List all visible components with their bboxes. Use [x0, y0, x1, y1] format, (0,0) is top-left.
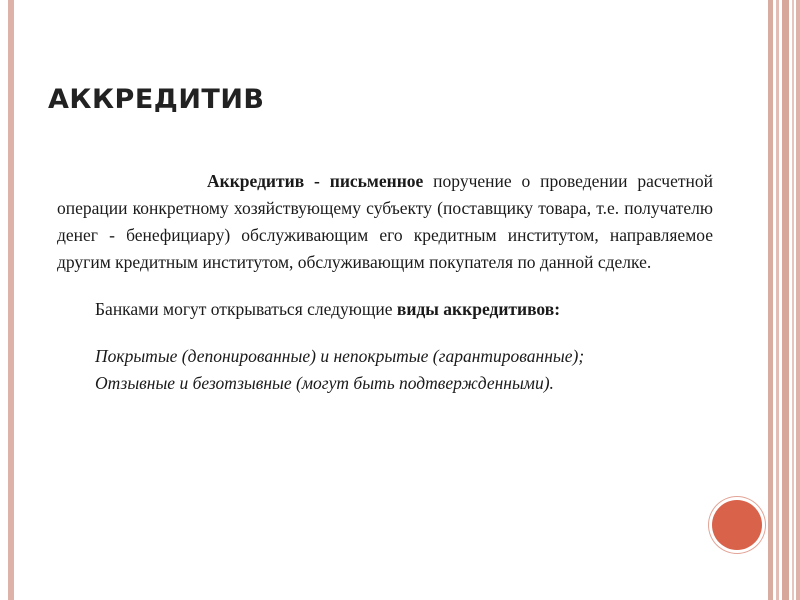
right-stripe — [776, 0, 779, 600]
types-intro-text: Банками могут открываться следующие — [95, 299, 397, 319]
left-decorative-stripe — [8, 0, 14, 600]
definition-paragraph — [57, 168, 713, 276]
right-stripe — [796, 0, 800, 600]
right-stripe — [768, 0, 773, 600]
right-stripe — [782, 0, 789, 600]
definition-term: Аккредитив - письменное — [207, 171, 424, 191]
type-item-covered: Покрытые (депонированные) и непокрытые (гарантированные); — [95, 346, 585, 366]
slide-body — [57, 168, 713, 397]
definition-text: поручение о проведении расчетной операции конкретному хозяйствующему субъекту (поставщику товара, т.е. получателю денег - бенефициару) обслуживающим его кредитным институтом, направляемое другим кредитным институтом, обслуживающим покупателя по данной сделке. — [57, 171, 713, 272]
type-item-revocable: Отзывные и безотзывные (могут быть подтвержденными). — [95, 373, 554, 393]
right-stripe — [792, 0, 794, 600]
types-intro-paragraph — [57, 296, 713, 323]
types-intro-bold: виды аккредитивов: — [396, 299, 561, 319]
slide-title: АККРЕДИТИВ — [48, 84, 265, 115]
decorative-circle — [712, 500, 762, 550]
